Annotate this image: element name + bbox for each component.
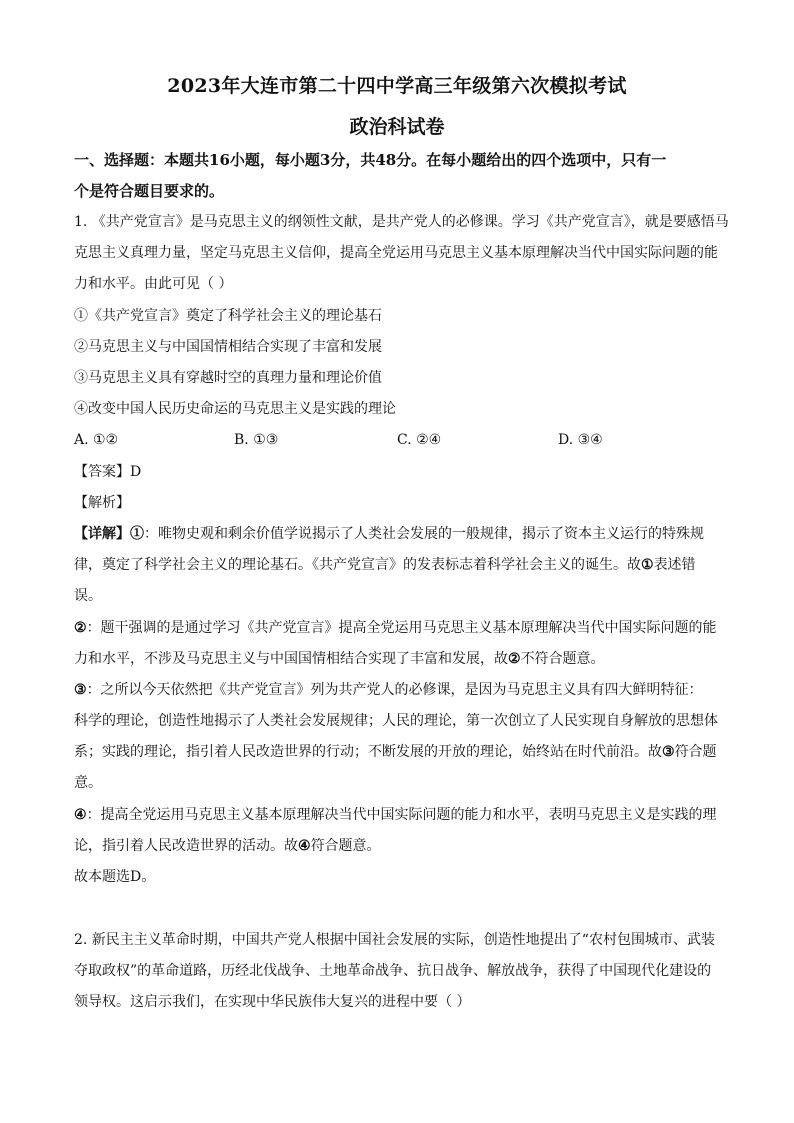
- q2-stem-line-2: 夺取政权”的革命道路，历经北伐战争、土地革命战争、抗日战争、解放战争，获得了中国现代化建设的: [74, 963, 712, 979]
- detail-3-tag: ③: [74, 682, 87, 698]
- q1-stem-line-3: 力和水平。由此可见（ ）: [74, 276, 233, 292]
- exam-subtitle: 政治科试卷: [349, 116, 445, 138]
- q1-option-c: C. ②④: [397, 432, 442, 448]
- detail-1-text-2b: 表述错: [653, 557, 696, 573]
- q1-option-b: B. ①③: [234, 432, 279, 448]
- q1-detail-4-line-1: [74, 805, 730, 825]
- detail-4-text-2b: 符合题意。: [310, 838, 381, 854]
- q1-stem-line-1: 1. 《共产党宣言》是马克思主义的纲领性文献，是共产党人的必修课。学习《共产党宣言》，就是要感悟马: [74, 214, 729, 230]
- detail-4-text: ：提高全党运用马克思主义基本原理解决当代中国实际问题的能力和水平，表明马克思主义是实践的理: [86, 807, 717, 823]
- q1-statement-4: ④改变中国人民历史命运的马克思主义是实践的理论: [74, 401, 396, 417]
- detail-2-tag: ②: [74, 620, 87, 636]
- q1-stem-line-2: 克思主义真理力量，坚定马克思主义信仰，提高全党运用马克思主义基本原理解决当代中国实际问题的能: [74, 245, 718, 261]
- q2-stem-line-1: 2. 新民主主义革命时期，中国共产党人根据中国社会发展的实际，创造性地提出了“农村包围城市、武装: [74, 932, 715, 948]
- detail-2-mark: ②: [508, 651, 521, 667]
- q1-option-a: A. ①②: [74, 432, 119, 448]
- q1-detail-1-line-2: [74, 555, 730, 575]
- detail-4-text-2a: 论，指引着人民改造世界的活动。故: [74, 838, 298, 854]
- q1-statement-2: ②马克思主义与中国国情相结合实现了丰富和发展: [74, 339, 382, 355]
- q1-detail-3-line-4: 意。: [74, 775, 102, 791]
- q1-detail-4-line-2: [74, 836, 730, 856]
- q1-detail-2-line-1: [74, 618, 730, 638]
- section-heading-line-2: 个是符合题目要求的。: [74, 182, 225, 200]
- detail-2-text-2b: 不符合题意。: [520, 651, 605, 667]
- q1-detail-3-line-1: [74, 680, 730, 700]
- q1-detail-2-line-2: [74, 649, 730, 669]
- detail-1-mark: ①: [641, 557, 654, 573]
- q1-option-d: D. ③④: [558, 432, 603, 448]
- detail-2-text: ：题干强调的是通过学习《共产党宣言》提高全党运用马克思主义基本原理解决当代中国实际问题的能: [86, 620, 717, 636]
- q1-answer: 【答案】D: [74, 464, 142, 480]
- q1-detail-1-line-1: [74, 524, 730, 544]
- detail-3-text: ：之所以今天依然把《共产党宣言》列为共产党人的必修课，是因为马克思主义具有四大鲜明特征：: [86, 682, 703, 698]
- detail-1-text: ：唯物史观和剩余价值学说揭示了人类社会发展的一般规律，揭示了资本主义运行的特殊规: [144, 526, 704, 542]
- q1-detail-3-line-2: 科学的理论，创造性地揭示了人类社会发展规律；人民的理论，第一次创立了人民实现自身解放的思想体: [74, 713, 718, 729]
- section-heading-line-1: 一、选择题：本题共16小题，每小题3分，共48分。在每小题给出的四个选项中，只有一: [74, 151, 667, 169]
- q1-detail-3-line-3: [74, 742, 730, 762]
- q1-statement-1: ①《共产党宣言》奠定了科学社会主义的理论基石: [74, 308, 382, 324]
- exam-title: 2023年大连市第二十四中学高三年级第六次模拟考试: [167, 75, 627, 97]
- detail-4-mark: ④: [298, 838, 311, 854]
- detail-1-tag: 【详解】①: [74, 526, 144, 542]
- q1-conclusion: 故本题选D。: [74, 869, 156, 885]
- detail-2-text-2a: 力和水平，不涉及马克思主义与中国国情相结合实现了丰富和发展，故: [74, 651, 508, 667]
- detail-1-text-2a: 律，奠定了科学社会主义的理论基石。《共产党宣言》的发表标志着科学社会主义的诞生。故: [74, 557, 641, 573]
- q2-stem-line-3: 领导权。这启示我们，在实现中华民族伟大复兴的进程中要（ ）: [74, 994, 471, 1010]
- detail-3-mark: ③: [662, 744, 675, 760]
- detail-4-tag: ④: [74, 807, 87, 823]
- detail-3-text-3a: 系；实践的理论，指引着人民改造世界的行动；不断发展的开放的理论，始终站在时代前沿。故: [74, 744, 662, 760]
- q1-detail-1-line-3: 误。: [74, 588, 102, 604]
- q1-statement-3: ③马克思主义具有穿越时空的真理力量和理论价值: [74, 370, 382, 386]
- detail-3-text-3b: 符合题: [674, 744, 717, 760]
- q1-analysis-label: 【解析】: [74, 495, 130, 511]
